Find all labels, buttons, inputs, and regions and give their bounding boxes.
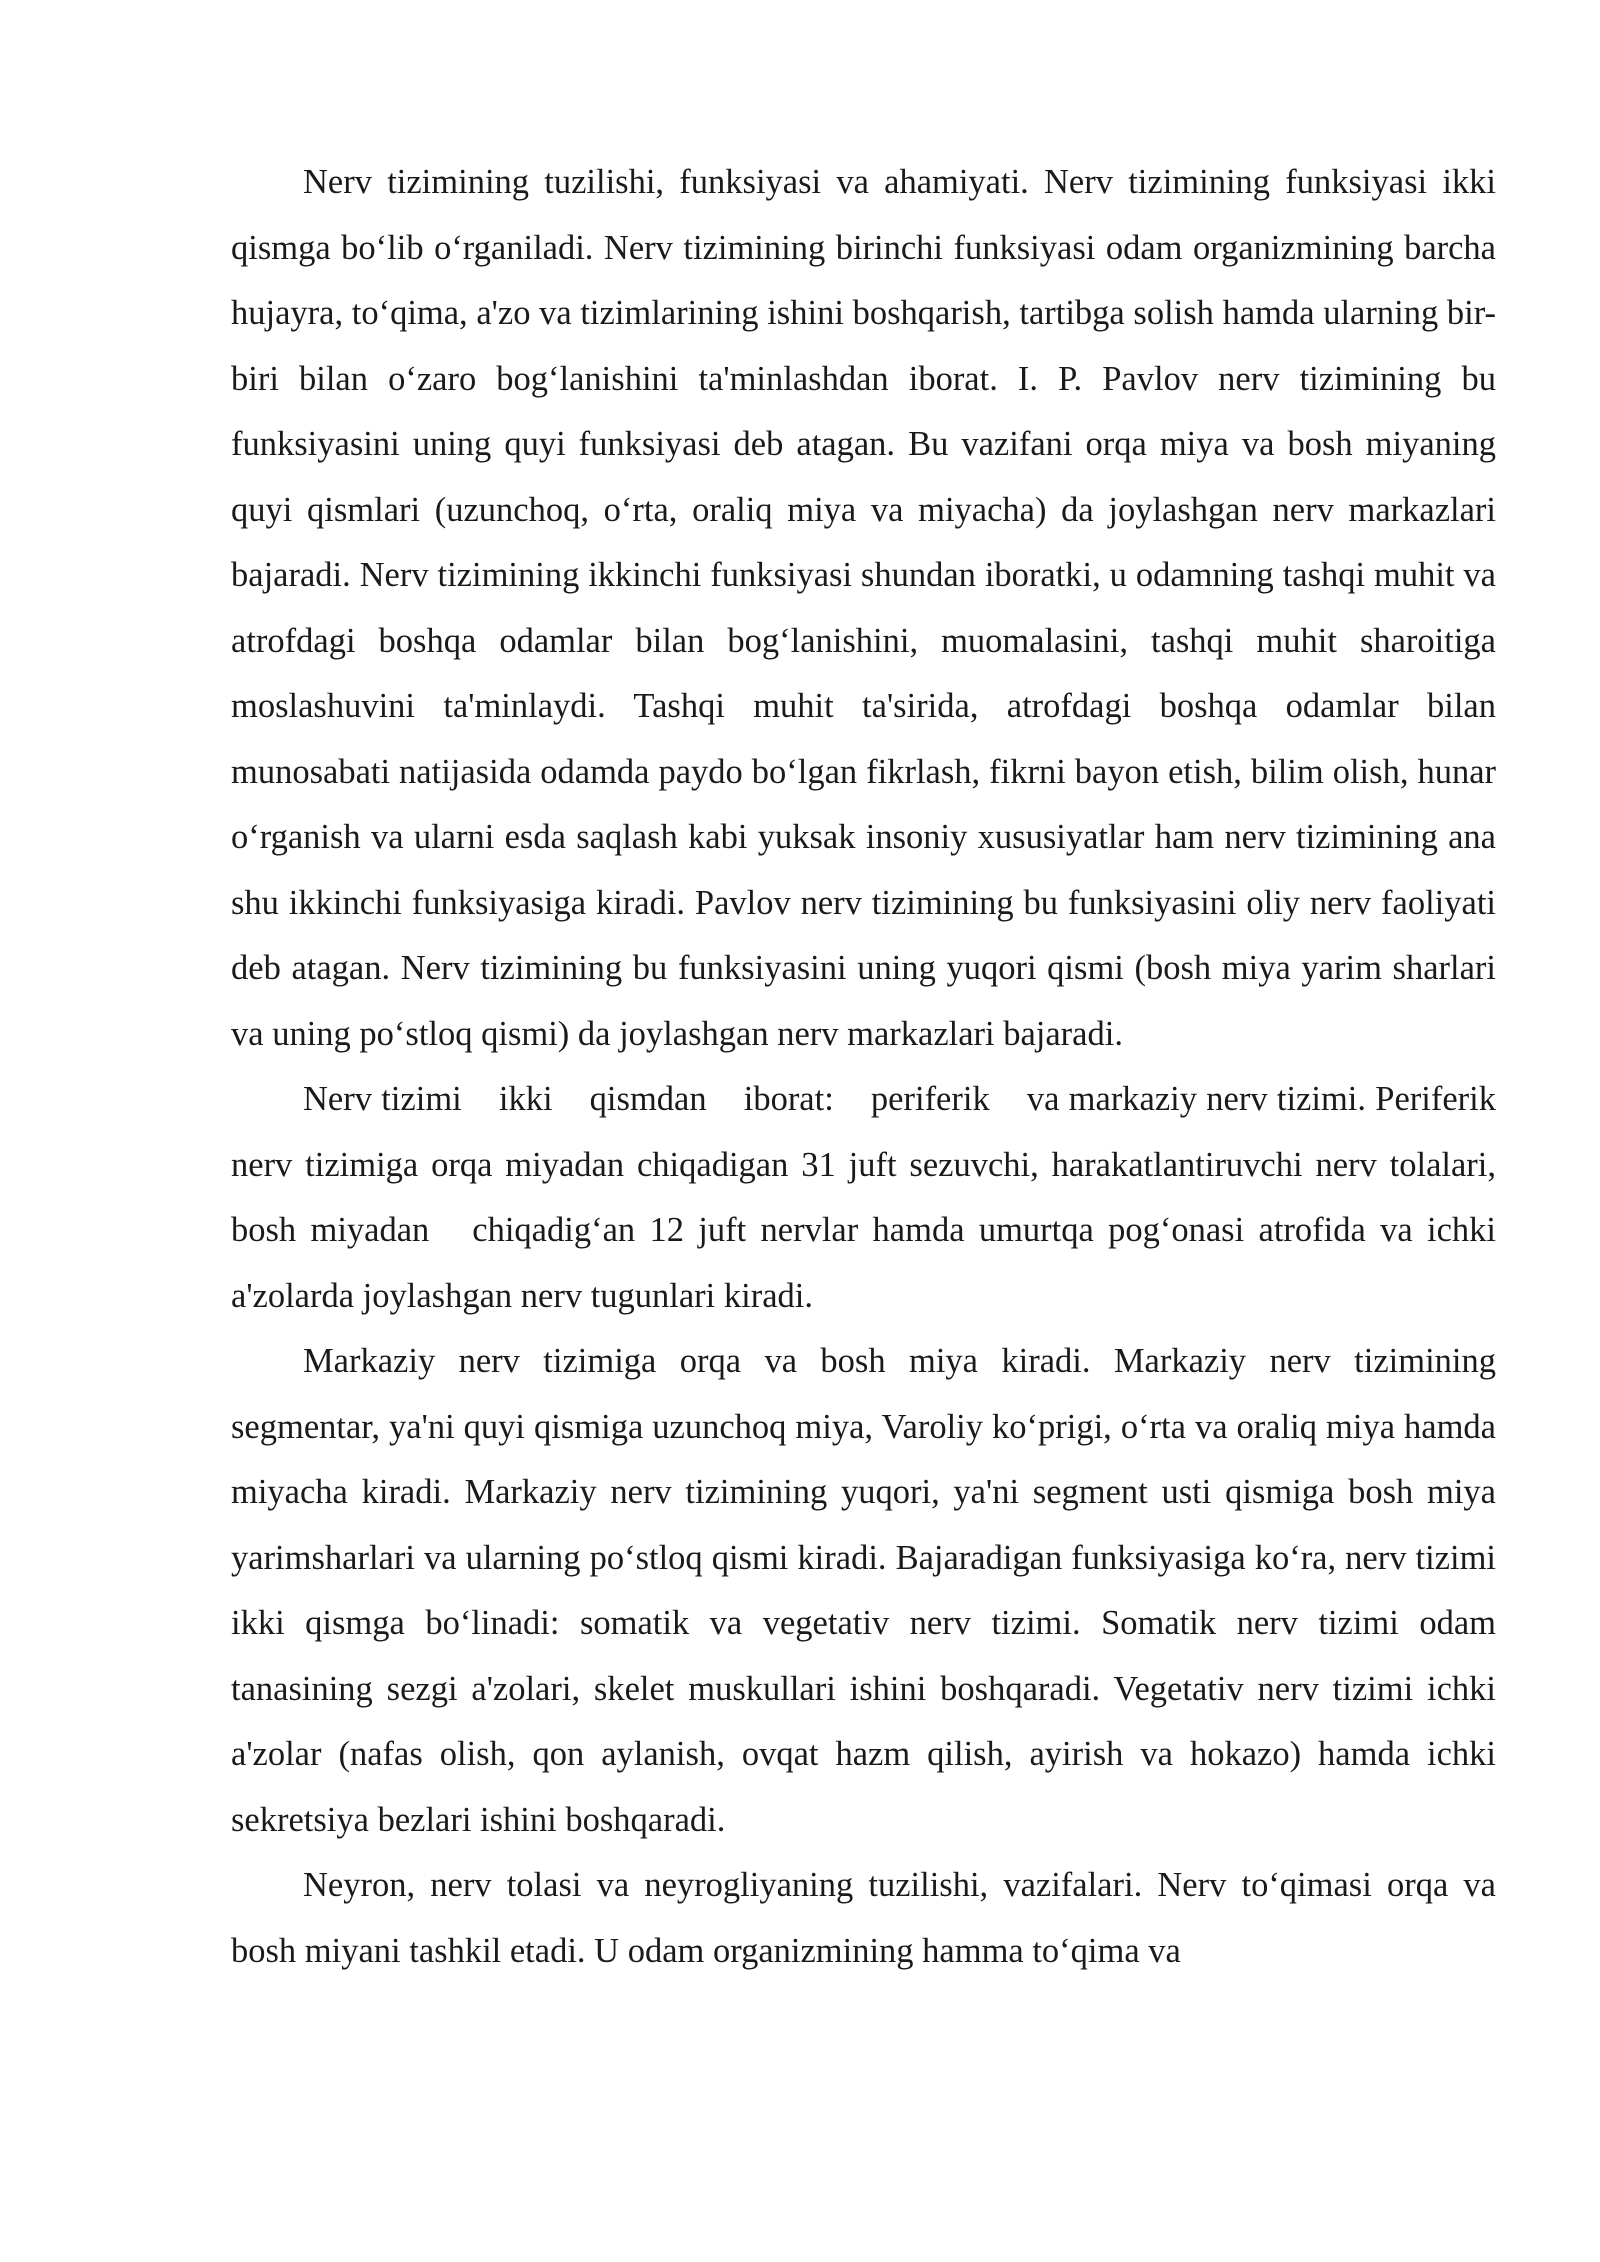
document-body — [231, 150, 1505, 1984]
paragraph-nervous-system-functions: Nerv tizimining tuzilishi, funksiyasi va ahamiyati. Nerv tizimining funksiyasi ikki qismga boʻlib oʻrganiladi. Nerv tizimining birinchi funksiyasi odam organizmining barcha hujayra, toʻqima, a'zo va tizimlarining ishini boshqarish, tartibga solish hamda ularning bir-biri bilan oʻzaro bogʻlanishini ta'minlashdan iborat. I. P. Pavlov nerv tizimining bu funksiyasini uning quyi funksiyasi deb atagan. Bu vazifani orqa miya va bosh miyaning quyi qismlari (uzunchoq, oʻrta, oraliq miya va miyacha) da joylashgan nerv markazlari bajaradi. Nerv tizimining ikkinchi funksiyasi shundan iboratki, u odamning tashqi muhit va atrofdagi boshqa odamlar bilan bogʻlanishini, muomalasini, tashqi muhit sharoitiga moslashuvini ta'minlaydi. Tashqi muhit ta'sirida, atrofdagi boshqa odamlar bilan munosabati natijasida odamda paydo boʻlgan fikrlash, fikrni bayon etish, bilim olish, hunar oʻrganish va ularni esda saqlash kabi yuksak insoniy xususiyatlar ham nerv tizimining ana shu ikkinchi funksiyasiga kiradi. Pavlov nerv tizimining bu funksiyasini oliy nerv faoliyati deb atagan. Nerv tizimining bu funksiyasini uning yuqori qismi (bosh miya yarim sharlari va uning poʻstloq qismi) da joylashgan nerv markazlari bajaradi. — [231, 163, 1496, 1053]
paragraph-central-nervous-system: Markaziy nerv tizimiga orqa va bosh miya kiradi. Markaziy nerv tizimining segmentar, ya'ni quyi qismiga uzunchoq miya, Varoliy koʻprigi, oʻrta va oraliq miya hamda miyacha kiradi. Markaziy nerv tizimining yuqori, ya'ni segment usti qismiga bosh miya yarimsharlari va ularning poʻstloq qismi kiradi. Bajaradigan funksiyasiga koʻra, nerv tizimi ikki qismga boʻlinadi: somatik va vegetativ nerv tizimi. Somatik nerv tizimi odam tanasining sezgi a'zolari, skelet muskullari ishini boshqaradi. Vegetativ nerv tizimi ichki a'zolar (nafas olish, qon aylanish, ovqat hazm qilish, ayirish va hokazo) hamda ichki sekretsiya bezlari ishini boshqaradi. — [231, 1342, 1496, 1839]
paragraph-nervous-system-parts: Nerv tizimi ikki qismdan iborat: periferik va markaziy nerv tizimi. Periferik nerv tizimiga orqa miyadan chiqadigan 31 juft sezuvchi, harakatlantiruvchi nerv tolalari, bosh miyadan chiqadigʻan 12 juft nervlar hamda umurtqa pogʻonasi atrofida va ichki a'zolarda joylashgan nerv tugunlari kiradi. — [231, 1080, 1505, 1315]
paragraph-neuron-structure: Neyron, nerv tolasi va neyrogliyaning tuzilishi, vazifalari. Nerv toʻqimasi orqa va bosh miyani tashkil etadi. U odam organizmining hamma toʻqima va — [231, 1866, 1496, 1970]
